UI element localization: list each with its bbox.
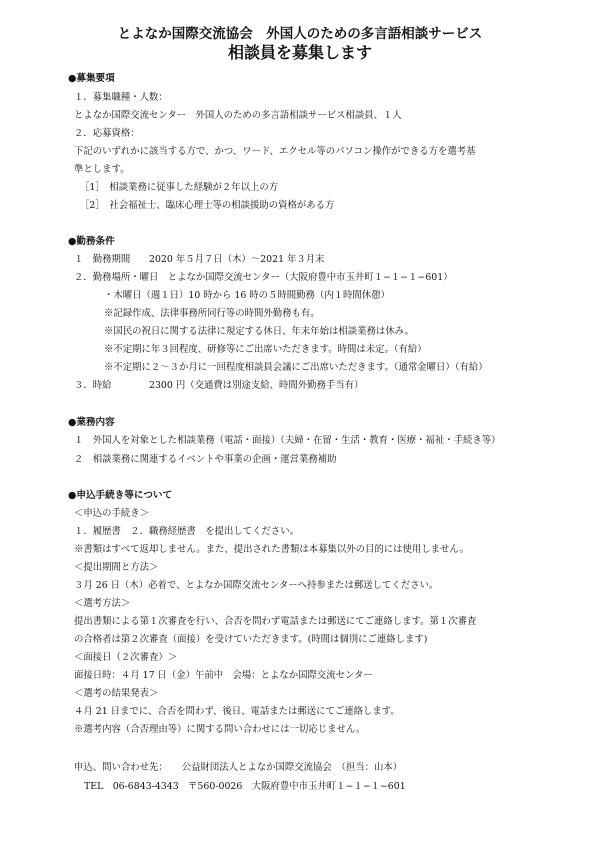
apply-line: 提出書類による第１次審査を行い、合否を問わず電話または郵送にてご連絡します。第１次審査 [74, 616, 477, 627]
apply-line: ３月 26 日（木）必着で、とよなか国際交流センターへ持参または郵送してください。 [74, 580, 439, 591]
recruit-line: 準とします。 [74, 164, 130, 175]
apply-line: ＜提出期間と方法＞ [74, 562, 159, 573]
apply-line: ４月 21 日までに、合否を問わず、後日、電話または郵送にてご連絡します。 [74, 706, 400, 717]
recruit-line: ２．応募資格： [74, 128, 140, 139]
work-line: １ 外国人を対象とした相談業務（電話・面接）（夫婦・在留・生活・教育・医療・福祉・手続き等） [74, 435, 501, 446]
contact-line: TEL 06-6843-4343 〒560-0026 大阪府豊中市玉井町１−１−１−601 [84, 781, 406, 792]
apply-line: ※選考内容（合否理由等）に関する問い合わせには一切応じません。 [74, 724, 366, 735]
recruit-line: とよなか国際交流センター 外国人のための多言語相談サービス相談員、１人 [74, 110, 402, 121]
conditions-line: ３．時給 2300 円（交通費は別途支給、時間外勤務手当有） [74, 380, 364, 391]
apply-line: 面接日時：４月 17 日（金）午前中 会場：とよなか国際交流センター [74, 670, 373, 681]
apply-line: ＜選考の結果発表＞ [74, 688, 159, 699]
recruit-heading: ●募集要項 [68, 73, 115, 84]
recruit-line: １．募集職種・人数： [74, 92, 168, 103]
conditions-line: ※不定期に年３回程度、研修等にご出席いただきます。時間は未定。（有給） [104, 344, 427, 355]
conditions-heading: ●勤務条件 [68, 236, 115, 247]
apply-line: ※書類はすべて返却しません。また、提出された書類は本募集以外の目的には使用しません。 [74, 544, 469, 555]
conditions-line: ※不定期に２〜３か月に一回程度相談員会議にご出席いただきます。（通常金曜日）（有給） [104, 362, 488, 373]
conditions-line: ※国民の祝日に関する法律に規定する休日、年末年始は相談業務は休み。 [104, 326, 414, 337]
recruit-line: ［2］ 社会福祉士、臨床心理士等の相談援助の資格がある方 [80, 200, 335, 211]
conditions-line: ２．勤務場所・曜日 とよなか国際交流センター（大阪府豊中市玉井町１−１−１−601） [74, 272, 453, 283]
apply-line: ＜申込の手続き＞ [74, 508, 150, 519]
apply-heading: ●申込手続き等について [68, 490, 173, 501]
apply-line: の合格者は第２次審査（面接）を受けていただきます。(時間は個別にご連絡します) [74, 634, 428, 645]
apply-line: １．履歴書 ２．職務経歴書 を提出してください。 [74, 526, 300, 537]
recruit-line: ［1］ 相談業務に従事した経験が２年以上の方 [80, 182, 279, 193]
conditions-line: １ 勤務期間 2020 年５月７日（木）〜2021 年３月末 [74, 254, 325, 265]
contact-line: 申込、問い合わせ先： 公益財団法人とよなか国際交流協会 （担当：山本） [74, 762, 403, 773]
work-line: ２ 相談業務に関連するイベントや事業の企画・運営業務補助 [74, 454, 337, 465]
conditions-line: ・木曜日（週１日）10 時から 16 時の５時間勤務（内１時間休憩） [104, 290, 390, 301]
recruit-line: 下記のいずれかに該当する方で、かつ、ワード、エクセル等のパソコン操作ができる方を選考基 [74, 146, 476, 157]
document-title-line2: 相談員を募集します [227, 43, 372, 62]
conditions-line: ※記録作成、法律事務所同行等の時間外勤務も有。 [104, 308, 320, 319]
document-title-line1: とよなか国際交流協会 外国人のための多言語相談サービス [117, 26, 483, 42]
work-heading: ●業務内容 [68, 417, 115, 428]
apply-line: ＜面接日（２次審査）＞ [74, 652, 178, 663]
apply-line: ＜選考方法＞ [74, 598, 131, 609]
